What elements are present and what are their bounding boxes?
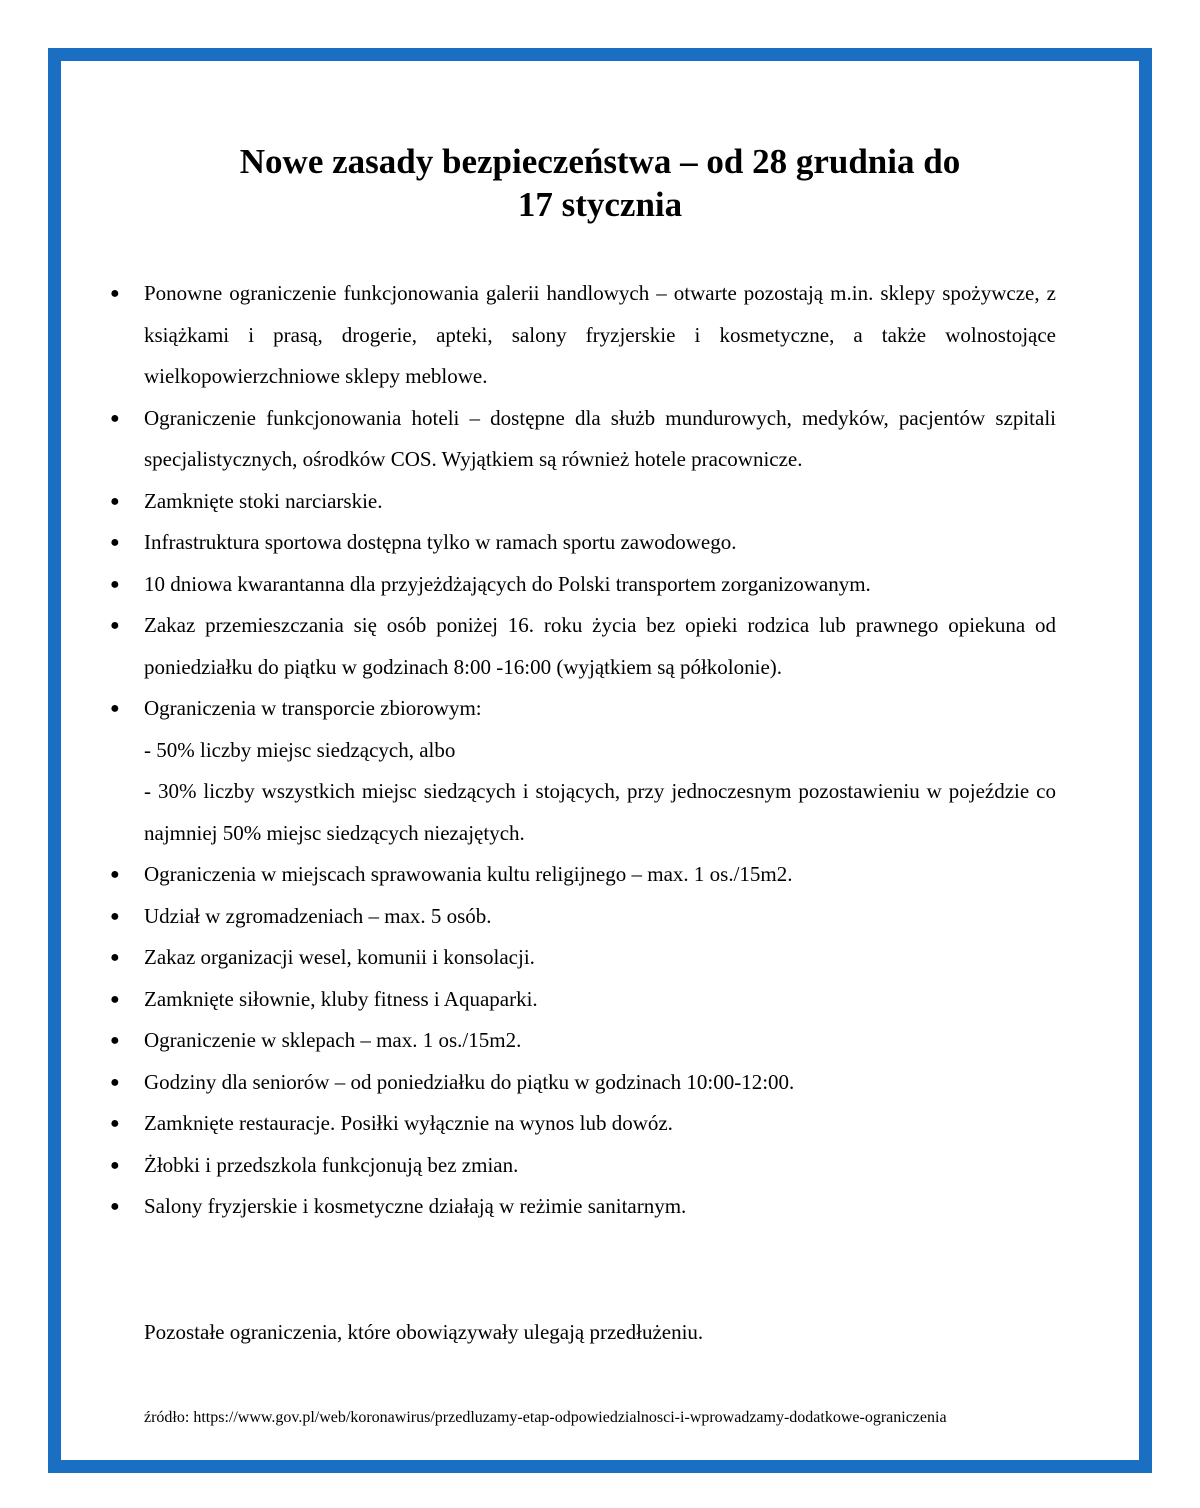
list-item xyxy=(98,481,1056,523)
rule-text: Salony fryzjerskie i kosmetyczne działają w reżimie sanitarnym. xyxy=(144,1194,687,1218)
bullet-icon: ● xyxy=(110,990,120,1008)
list-item xyxy=(98,522,1056,564)
bullet-icon: ● xyxy=(110,1156,120,1174)
list-item xyxy=(98,1186,1056,1228)
bullet-icon: ● xyxy=(110,1073,120,1091)
rule-subline: - 30% liczby wszystkich miejsc siedzących i stojących, przy jednoczesnym pozostawieniu w pojeździe co najmniej 50% miejsc siedzących niezajętych. xyxy=(144,779,1056,845)
rule-text: Zakaz przemieszczania się osób poniżej 16. roku życia bez opieki rodzica lub prawnego opiekuna od poniedziałku do piątku w godzinach 8:00 -16:00 (wyjątkiem są półkolonie). xyxy=(144,613,1056,679)
rule-text: Infrastruktura sportowa dostępna tylko w ramach sportu zawodowego. xyxy=(144,530,737,554)
bullet-icon: ● xyxy=(110,617,120,634)
bullet-icon: ● xyxy=(110,285,120,302)
list-item xyxy=(98,564,1056,606)
bullet-icon: ● xyxy=(110,907,120,925)
bullet-icon: ● xyxy=(110,866,120,883)
list-item xyxy=(98,854,1056,896)
list-item xyxy=(98,896,1056,938)
list-item xyxy=(98,605,1056,688)
rule-text: Zakaz organizacji wesel, komunii i konsolacji. xyxy=(144,945,535,969)
rule-text: Ograniczenie funkcjonowania hoteli – dostępne dla służb mundurowych, medyków, pacjentów szpitali specjalistycznych, ośrodków COS. Wyjątkiem są również hotele pracownicze. xyxy=(144,405,1056,471)
closing-note: Pozostałe ograniczenia, które obowiązywały ulegają przedłużeniu. xyxy=(144,1320,704,1344)
bullet-icon: ● xyxy=(110,1032,120,1049)
list-item xyxy=(98,688,1056,854)
rule-text: Żłobki i przedszkola funkcjonują bez zmian. xyxy=(144,1152,519,1177)
bullet-icon: ● xyxy=(110,409,120,427)
bullet-icon: ● xyxy=(110,492,120,510)
rule-subline: - 50% liczby miejsc siedzących, albo xyxy=(144,737,456,762)
bullet-icon: ● xyxy=(110,1198,120,1215)
list-item xyxy=(98,1062,1056,1104)
rule-text: 10 dniowa kwarantanna dla przyjeżdżających do Polski transportem zorganizowanym. xyxy=(144,571,871,596)
rule-text: Zamknięte siłownie, kluby fitness i Aquaparki. xyxy=(144,986,538,1011)
list-item xyxy=(98,937,1056,979)
rule-text: Ograniczenia w transporcie zbiorowym: xyxy=(144,696,482,720)
rule-text: Godziny dla seniorów – od poniedziałku do piątku w godzinach 10:00-12:00. xyxy=(144,1069,795,1094)
title-line-2: 17 stycznia xyxy=(517,185,683,224)
page-title xyxy=(150,140,1050,226)
list-item xyxy=(98,273,1056,398)
list-item xyxy=(98,1145,1056,1187)
bullet-icon: ● xyxy=(110,949,120,966)
list-item xyxy=(98,979,1056,1021)
list-item xyxy=(98,1103,1056,1145)
bullet-icon: ● xyxy=(110,575,120,593)
rule-text: Ponowne ograniczenie funkcjonowania galerii handlowych – otwarte pozostają m.in. sklepy spożywcze, z książkami i prasą, drogerie, apteki, salony fryzjerskie i kosmetyczne, a także wolnostojące wielkopowierzchniowe sklepy meblowe. xyxy=(144,281,1056,388)
source-note: źródło: https://www.gov.pl/web/koronawirus/przedluzamy-etap-odpowiedzialnosci-i-wprowadzamy-dodatkowe-ograniczenia xyxy=(144,1409,947,1426)
list-item xyxy=(98,1020,1056,1062)
bullet-icon: ● xyxy=(110,700,120,717)
rule-text: Udział w zgromadzeniach – max. 5 osób. xyxy=(144,903,492,928)
rules-list xyxy=(98,273,1056,1228)
rule-text: Zamknięte stoki narciarskie. xyxy=(144,488,383,513)
title-line-1: Nowe zasady bezpieczeństwa – od 28 grudnia do xyxy=(239,142,961,181)
bullet-icon: ● xyxy=(110,1115,120,1132)
rule-text: Ograniczenia w miejscach sprawowania kultu religijnego – max. 1 os./15m2. xyxy=(144,862,793,886)
bullet-icon: ● xyxy=(110,534,120,551)
rule-text: Zamknięte restauracje. Posiłki wyłącznie na wynos lub dowóz. xyxy=(144,1111,673,1135)
list-item xyxy=(98,398,1056,481)
rule-text: Ograniczenie w sklepach – max. 1 os./15m2. xyxy=(144,1028,522,1052)
